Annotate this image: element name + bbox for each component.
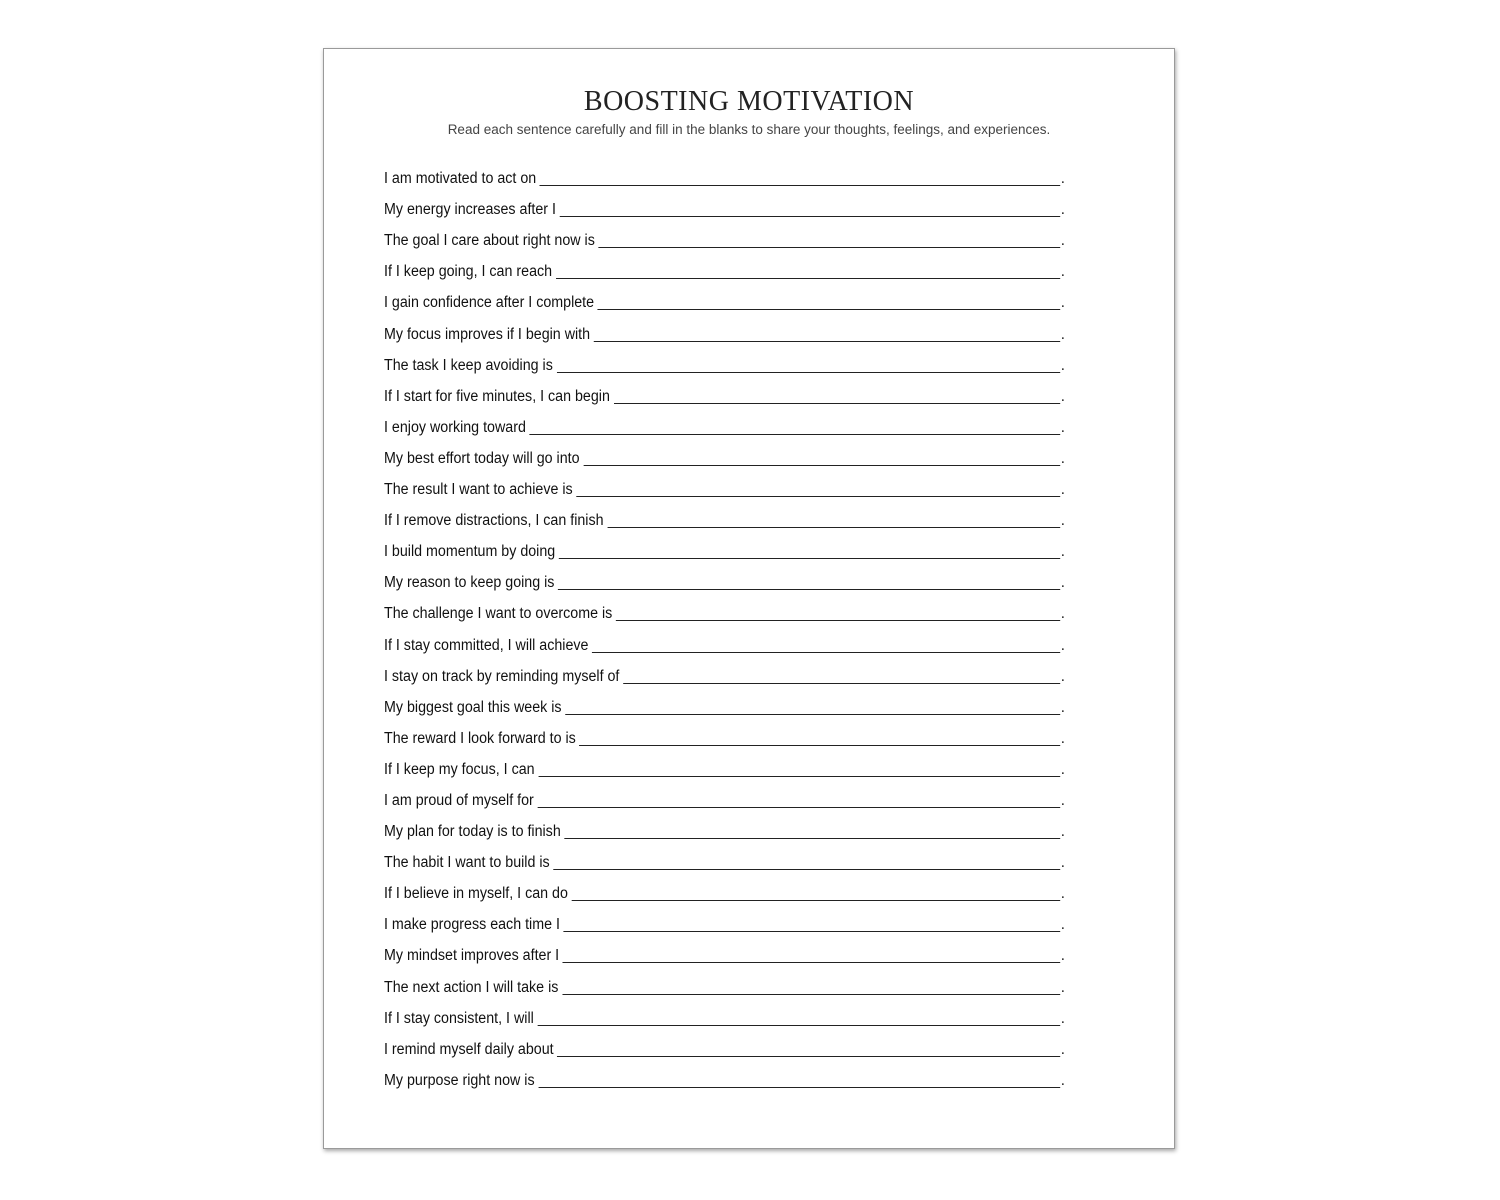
prompt-text: I build momentum by doing xyxy=(384,543,556,561)
prompt-text: The challenge I want to overcome is xyxy=(384,605,613,623)
prompt-period: . xyxy=(1060,356,1065,374)
prompt-text: My reason to keep going is xyxy=(384,574,555,592)
worksheet-page xyxy=(323,48,1175,1149)
prompt-text: I enjoy working toward xyxy=(384,418,526,436)
prompt-row xyxy=(384,592,1065,623)
answer-blank[interactable] xyxy=(530,419,1060,435)
prompt-period: . xyxy=(1060,854,1065,872)
prompt-period: . xyxy=(1060,823,1065,841)
answer-blank[interactable] xyxy=(565,699,1060,715)
prompt-row xyxy=(384,655,1065,686)
prompt-period: . xyxy=(1060,916,1065,934)
prompt-period: . xyxy=(1060,449,1065,467)
prompt-row xyxy=(384,312,1065,343)
prompt-period: . xyxy=(1060,481,1065,499)
prompt-period: . xyxy=(1060,698,1065,716)
prompt-row xyxy=(384,375,1065,406)
prompt-text: The task I keep avoiding is xyxy=(384,356,553,374)
prompt-row xyxy=(384,872,1065,903)
prompt-row xyxy=(384,810,1065,841)
prompt-row xyxy=(384,686,1065,717)
prompt-row xyxy=(384,779,1065,810)
answer-blank[interactable] xyxy=(559,543,1060,559)
prompt-row xyxy=(384,499,1065,530)
answer-blank[interactable] xyxy=(560,201,1060,217)
prompt-text: The habit I want to build is xyxy=(384,854,550,872)
prompt-text: If I stay committed, I will achieve xyxy=(384,636,589,654)
prompt-period: . xyxy=(1060,885,1065,903)
worksheet-instructions: Read each sentence carefully and fill in the blanks to share your thoughts, feelings, and experiences. xyxy=(447,122,1051,137)
prompt-text: I remind myself daily about xyxy=(384,1040,554,1058)
answer-blank[interactable] xyxy=(616,605,1060,621)
prompt-period: . xyxy=(1060,1071,1065,1089)
prompt-text: If I stay consistent, I will xyxy=(384,1009,534,1027)
answer-blank[interactable] xyxy=(623,668,1060,684)
prompt-text: If I believe in myself, I can do xyxy=(384,885,568,903)
answer-blank[interactable] xyxy=(607,512,1060,528)
prompt-period: . xyxy=(1060,978,1065,996)
answer-blank[interactable] xyxy=(572,885,1060,901)
prompt-period: . xyxy=(1060,1009,1065,1027)
answer-blank[interactable] xyxy=(563,947,1060,963)
answer-blank[interactable] xyxy=(557,357,1060,373)
prompt-period: . xyxy=(1060,263,1065,281)
prompt-period: . xyxy=(1060,294,1065,312)
prompt-text: I stay on track by reminding myself of xyxy=(384,667,620,685)
prompt-text: If I keep my focus, I can xyxy=(384,760,535,778)
answer-blank[interactable] xyxy=(558,574,1060,590)
prompt-row xyxy=(384,344,1065,375)
prompt-row xyxy=(384,965,1065,996)
answer-blank[interactable] xyxy=(592,637,1060,653)
answer-blank[interactable] xyxy=(538,1072,1060,1088)
prompt-text: My plan for today is to finish xyxy=(384,823,561,841)
prompt-text: I gain confidence after I complete xyxy=(384,294,595,312)
prompt-text: My energy increases after I xyxy=(384,201,556,219)
prompt-row xyxy=(384,530,1065,561)
prompt-period: . xyxy=(1060,512,1065,530)
prompt-text: My focus improves if I begin with xyxy=(384,325,591,343)
prompt-text: My mindset improves after I xyxy=(384,947,560,965)
prompt-period: . xyxy=(1060,760,1065,778)
answer-blank[interactable] xyxy=(564,916,1060,932)
prompt-text: My best effort today will go into xyxy=(384,449,580,467)
prompt-period: . xyxy=(1060,947,1065,965)
answer-blank[interactable] xyxy=(538,761,1060,777)
prompt-row xyxy=(384,281,1065,312)
prompt-list xyxy=(384,157,1124,1090)
prompt-text: My biggest goal this week is xyxy=(384,698,562,716)
prompt-period: . xyxy=(1060,605,1065,623)
prompt-row xyxy=(384,561,1065,592)
prompt-text: The reward I look forward to is xyxy=(384,729,576,747)
prompt-text: My purpose right now is xyxy=(384,1071,535,1089)
prompt-text: The result I want to achieve is xyxy=(384,481,573,499)
answer-blank[interactable] xyxy=(594,326,1060,342)
prompt-period: . xyxy=(1060,418,1065,436)
prompt-period: . xyxy=(1060,232,1065,250)
prompt-row xyxy=(384,748,1065,779)
prompt-period: . xyxy=(1060,387,1065,405)
prompt-text: If I remove distractions, I can finish xyxy=(384,512,604,530)
prompt-row xyxy=(384,717,1065,748)
answer-blank[interactable] xyxy=(614,388,1060,404)
prompt-row xyxy=(384,1059,1065,1090)
answer-blank[interactable] xyxy=(583,450,1060,466)
answer-blank[interactable] xyxy=(598,294,1060,310)
prompt-period: . xyxy=(1060,729,1065,747)
answer-blank[interactable] xyxy=(537,792,1059,808)
answer-blank[interactable] xyxy=(553,854,1060,870)
prompt-text: If I keep going, I can reach xyxy=(384,263,553,281)
answer-blank[interactable] xyxy=(556,263,1060,279)
prompt-row xyxy=(384,623,1065,654)
prompt-row xyxy=(384,468,1065,499)
prompt-row xyxy=(384,219,1065,250)
prompt-period: . xyxy=(1060,791,1065,809)
prompt-row xyxy=(384,934,1065,965)
prompt-text: The goal I care about right now is xyxy=(384,232,595,250)
prompt-row xyxy=(384,1028,1065,1059)
prompt-period: . xyxy=(1060,1040,1065,1058)
prompt-row xyxy=(384,437,1065,468)
prompt-period: . xyxy=(1060,574,1065,592)
prompt-row xyxy=(384,157,1065,188)
answer-blank[interactable] xyxy=(599,232,1060,248)
prompt-row xyxy=(384,406,1065,437)
prompt-row xyxy=(384,188,1065,219)
prompt-period: . xyxy=(1060,201,1065,219)
prompt-text: I make progress each time I xyxy=(384,916,560,934)
worksheet-title: BOOSTING MOTIVATION xyxy=(583,86,915,117)
prompt-text: I am motivated to act on xyxy=(384,170,537,188)
prompt-period: . xyxy=(1060,636,1065,654)
answer-blank[interactable] xyxy=(576,481,1060,497)
answer-blank[interactable] xyxy=(540,170,1060,186)
answer-blank[interactable] xyxy=(562,979,1060,995)
prompt-row xyxy=(384,903,1065,934)
prompt-period: . xyxy=(1060,170,1065,188)
answer-blank[interactable] xyxy=(537,1010,1059,1026)
prompt-text: I am proud of myself for xyxy=(384,791,534,809)
prompt-row xyxy=(384,841,1065,872)
prompt-text: If I start for five minutes, I can begin xyxy=(384,387,610,405)
prompt-text: The next action I will take is xyxy=(384,978,559,996)
prompt-period: . xyxy=(1060,543,1065,561)
prompt-period: . xyxy=(1060,325,1065,343)
answer-blank[interactable] xyxy=(557,1041,1060,1057)
answer-blank[interactable] xyxy=(579,730,1059,746)
prompt-row xyxy=(384,997,1065,1028)
prompt-row xyxy=(384,250,1065,281)
prompt-period: . xyxy=(1060,667,1065,685)
answer-blank[interactable] xyxy=(564,823,1059,839)
